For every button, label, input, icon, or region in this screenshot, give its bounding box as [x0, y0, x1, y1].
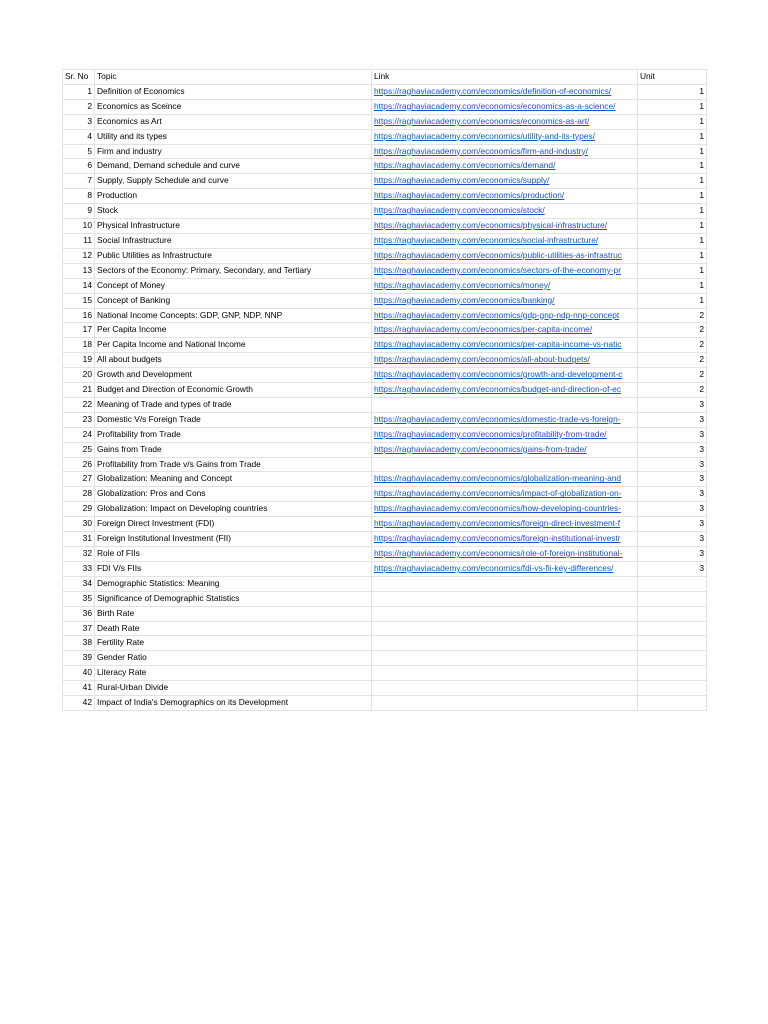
topic-cell: Globalization: Pros and Cons	[95, 487, 372, 502]
link-cell	[372, 502, 638, 517]
topic-cell: Gender Ratio	[95, 651, 372, 666]
topic-cell: Significance of Demographic Statistics	[95, 591, 372, 606]
table-row	[63, 263, 707, 278]
topic-cell: Impact of India's Demographics on its Development	[95, 696, 372, 711]
topic-cell: Stock	[95, 204, 372, 219]
topic-cell: Role of FIIs	[95, 547, 372, 562]
table-row	[63, 561, 707, 576]
topic-link[interactable]: https://raghaviacademy.com/economics/domestic-trade-vs-foreign-	[374, 413, 621, 424]
topic-cell: Budget and Direction of Economic Growth	[95, 383, 372, 398]
sr-no-cell: 31	[63, 532, 95, 547]
unit-cell: 1	[638, 129, 707, 144]
unit-cell: 3	[638, 502, 707, 517]
unit-cell: 2	[638, 368, 707, 383]
sr-no-cell: 39	[63, 651, 95, 666]
link-cell	[372, 114, 638, 129]
unit-cell: 3	[638, 472, 707, 487]
sr-no-cell: 12	[63, 248, 95, 263]
header-topic: Topic	[95, 70, 372, 85]
topic-link[interactable]: https://raghaviacademy.com/economics/utility-and-its-types/	[374, 130, 595, 141]
topic-link[interactable]: https://raghaviacademy.com/economics/profitability-from-trade/	[374, 428, 607, 439]
topic-cell: Globalization: Meaning and Concept	[95, 472, 372, 487]
topic-cell: Fertility Rate	[95, 636, 372, 651]
topic-cell: Concept of Banking	[95, 293, 372, 308]
table-row	[63, 129, 707, 144]
sr-no-cell: 10	[63, 219, 95, 234]
sr-no-cell: 36	[63, 606, 95, 621]
table-row	[63, 502, 707, 517]
topic-cell: Profitability from Trade v/s Gains from Trade	[95, 457, 372, 472]
sr-no-cell: 7	[63, 174, 95, 189]
table-row	[63, 591, 707, 606]
sr-no-cell: 40	[63, 666, 95, 681]
link-cell	[372, 621, 638, 636]
unit-cell: 1	[638, 219, 707, 234]
link-cell	[372, 532, 638, 547]
table-row	[63, 308, 707, 323]
unit-cell: 3	[638, 517, 707, 532]
table-row	[63, 189, 707, 204]
topic-link[interactable]: https://raghaviacademy.com/economics/fdi-vs-fii-key-differences/	[374, 562, 614, 573]
unit-cell: 3	[638, 532, 707, 547]
link-cell	[372, 457, 638, 472]
table-row	[63, 576, 707, 591]
unit-cell: 3	[638, 412, 707, 427]
topic-cell: Per Capita Income	[95, 323, 372, 338]
topic-link[interactable]: https://raghaviacademy.com/economics/economics-as-art/	[374, 115, 590, 126]
topic-link[interactable]: https://raghaviacademy.com/economics/public-utilities-as-infrastruc	[374, 249, 622, 260]
topic-link[interactable]: https://raghaviacademy.com/economics/physical-infrastructure/	[374, 220, 608, 231]
topic-link[interactable]: https://raghaviacademy.com/economics/supply/	[374, 175, 550, 186]
table-row	[63, 397, 707, 412]
link-cell	[372, 561, 638, 576]
unit-cell: 2	[638, 383, 707, 398]
unit-cell: 1	[638, 114, 707, 129]
unit-cell: 2	[638, 308, 707, 323]
unit-cell: 1	[638, 174, 707, 189]
sr-no-cell: 17	[63, 323, 95, 338]
topic-cell: Rural-Urban Divide	[95, 681, 372, 696]
topic-link[interactable]: https://raghaviacademy.com/economics/definition-of-economics/	[374, 85, 612, 96]
unit-cell: 1	[638, 263, 707, 278]
topic-cell: All about budgets	[95, 353, 372, 368]
unit-cell: 1	[638, 99, 707, 114]
unit-cell: 1	[638, 159, 707, 174]
link-cell	[372, 219, 638, 234]
link-cell	[372, 427, 638, 442]
unit-cell: 3	[638, 397, 707, 412]
unit-cell: 3	[638, 561, 707, 576]
table-row	[63, 517, 707, 532]
header-sr-no: Sr. No	[63, 70, 95, 85]
link-cell	[372, 412, 638, 427]
sr-no-cell: 26	[63, 457, 95, 472]
topic-cell: Social Infrastructure	[95, 233, 372, 248]
topic-link[interactable]: https://raghaviacademy.com/economics/role-of-foreign-institutional-	[374, 548, 623, 558]
link-cell	[372, 397, 638, 412]
table-row	[63, 427, 707, 442]
table-row	[63, 651, 707, 666]
link-cell	[372, 651, 638, 666]
link-cell	[372, 323, 638, 338]
table-row	[63, 472, 707, 487]
topic-link[interactable]: https://raghaviacademy.com/economics/per-capita-income-vs-natic	[374, 339, 622, 350]
link-cell	[372, 248, 638, 263]
table-row	[63, 323, 707, 338]
table-row	[63, 293, 707, 308]
link-cell	[372, 383, 638, 398]
unit-cell: 1	[638, 189, 707, 204]
topic-cell: Profitability from Trade	[95, 427, 372, 442]
header-unit: Unit	[638, 70, 707, 85]
table-row	[63, 636, 707, 651]
sr-no-cell: 16	[63, 308, 95, 323]
unit-cell	[638, 636, 707, 651]
table-row	[63, 204, 707, 219]
topic-cell: Literacy Rate	[95, 666, 372, 681]
topics-table	[62, 69, 707, 711]
table-row	[63, 84, 707, 99]
sr-no-cell: 25	[63, 442, 95, 457]
sr-no-cell: 11	[63, 233, 95, 248]
topic-link[interactable]: https://raghaviacademy.com/economics/how-developing-countries-	[374, 503, 622, 514]
unit-cell: 2	[638, 338, 707, 353]
link-cell	[372, 442, 638, 457]
sr-no-cell: 37	[63, 621, 95, 636]
topic-cell: Economics as Sceince	[95, 99, 372, 114]
topic-cell: Birth Rate	[95, 606, 372, 621]
topic-cell: Public Utilities as Infrastructure	[95, 248, 372, 263]
topic-link[interactable]: https://raghaviacademy.com/economics/foreign-institutional-investr	[374, 533, 621, 544]
unit-cell: 1	[638, 204, 707, 219]
unit-cell	[638, 696, 707, 711]
unit-cell	[638, 591, 707, 606]
link-cell	[372, 233, 638, 248]
link-cell	[372, 591, 638, 606]
link-cell	[372, 159, 638, 174]
sr-no-cell: 41	[63, 681, 95, 696]
link-cell	[372, 576, 638, 591]
table-row	[63, 681, 707, 696]
topic-link[interactable]: https://raghaviacademy.com/economics/banking/	[374, 294, 555, 305]
sr-no-cell: 33	[63, 561, 95, 576]
sr-no-cell: 4	[63, 129, 95, 144]
topic-cell: Demographic Statistics: Meaning	[95, 576, 372, 591]
table-row	[63, 219, 707, 234]
unit-cell: 3	[638, 547, 707, 562]
sr-no-cell: 19	[63, 353, 95, 368]
unit-cell: 3	[638, 427, 707, 442]
topic-cell: Domestic V/s Foreign Trade	[95, 412, 372, 427]
topic-cell: Foreign Direct Investment (FDI)	[95, 517, 372, 532]
unit-cell: 3	[638, 487, 707, 502]
link-cell	[372, 293, 638, 308]
topic-link[interactable]: https://raghaviacademy.com/economics/firm-and-industry/	[374, 145, 588, 156]
link-cell	[372, 204, 638, 219]
topic-link[interactable]: https://raghaviacademy.com/economics/budget-and-direction-of-ec	[374, 384, 622, 395]
link-cell	[372, 84, 638, 99]
table-row	[63, 144, 707, 159]
table-row	[63, 353, 707, 368]
sr-no-cell: 27	[63, 472, 95, 487]
topic-link[interactable]: https://raghaviacademy.com/economics/gains-from-trade/	[374, 443, 587, 454]
table-body	[63, 84, 707, 710]
sr-no-cell: 28	[63, 487, 95, 502]
unit-cell: 3	[638, 442, 707, 457]
sr-no-cell: 35	[63, 591, 95, 606]
sr-no-cell: 1	[63, 84, 95, 99]
table-row	[63, 174, 707, 189]
link-cell	[372, 189, 638, 204]
topic-cell: Globalization: Impact on Developing countries	[95, 502, 372, 517]
link-cell	[372, 353, 638, 368]
unit-cell	[638, 651, 707, 666]
link-cell	[372, 129, 638, 144]
table-row	[63, 159, 707, 174]
topic-link[interactable]: https://raghaviacademy.com/economics/growth-and-development-c	[374, 369, 623, 380]
sr-no-cell: 13	[63, 263, 95, 278]
link-cell	[372, 99, 638, 114]
topic-link[interactable]: https://raghaviacademy.com/economics/economics-as-a-science/	[374, 100, 616, 111]
table-row	[63, 442, 707, 457]
topic-cell: Meaning of Trade and types of trade	[95, 397, 372, 412]
sr-no-cell: 2	[63, 99, 95, 114]
table-row	[63, 99, 707, 114]
topic-link[interactable]: https://raghaviacademy.com/economics/production/	[374, 190, 565, 201]
link-cell	[372, 517, 638, 532]
unit-cell: 1	[638, 278, 707, 293]
link-cell	[372, 666, 638, 681]
unit-cell: 1	[638, 144, 707, 159]
table-row	[63, 114, 707, 129]
topic-cell: National Income Concepts: GDP, GNP, NDP, NNP	[95, 308, 372, 323]
topic-cell: Foreign Institutional Investment (FII)	[95, 532, 372, 547]
topic-cell: Firm and industry	[95, 144, 372, 159]
table-row	[63, 621, 707, 636]
link-cell	[372, 308, 638, 323]
unit-cell: 1	[638, 248, 707, 263]
topic-cell: Physical Infrastructure	[95, 219, 372, 234]
unit-cell	[638, 576, 707, 591]
topic-cell: Gains from Trade	[95, 442, 372, 457]
topic-link[interactable]: https://raghaviacademy.com/economics/social-infrastructure/	[374, 234, 599, 245]
link-cell	[372, 338, 638, 353]
sr-no-cell: 21	[63, 383, 95, 398]
topic-cell: Supply, Supply Schedule and curve	[95, 174, 372, 189]
table-row	[63, 338, 707, 353]
topic-link[interactable]: https://raghaviacademy.com/economics/demand/	[374, 160, 556, 171]
table-row	[63, 606, 707, 621]
table-row	[63, 547, 707, 562]
topic-cell: Sectors of the Economy: Primary, Secondary, and Tertiary	[95, 263, 372, 278]
link-cell	[372, 174, 638, 189]
topic-link[interactable]: https://raghaviacademy.com/economics/stock/	[374, 205, 545, 216]
table-row	[63, 412, 707, 427]
topic-link[interactable]: https://raghaviacademy.com/economics/globalization-meaning-and	[374, 473, 622, 484]
sr-no-cell: 14	[63, 278, 95, 293]
table-row	[63, 666, 707, 681]
unit-cell: 1	[638, 84, 707, 99]
sr-no-cell: 8	[63, 189, 95, 204]
link-cell	[372, 278, 638, 293]
unit-cell	[638, 666, 707, 681]
topic-cell: Per Capita Income and National Income	[95, 338, 372, 353]
table-row	[63, 457, 707, 472]
sr-no-cell: 29	[63, 502, 95, 517]
sr-no-cell: 38	[63, 636, 95, 651]
topic-link[interactable]: https://raghaviacademy.com/economics/money/	[374, 279, 551, 290]
link-cell	[372, 696, 638, 711]
topic-cell: Death Rate	[95, 621, 372, 636]
sr-no-cell: 34	[63, 576, 95, 591]
sr-no-cell: 20	[63, 368, 95, 383]
table-row	[63, 532, 707, 547]
sr-no-cell: 3	[63, 114, 95, 129]
link-cell	[372, 636, 638, 651]
table-row	[63, 487, 707, 502]
topic-cell: Demand, Demand schedule and curve	[95, 159, 372, 174]
topic-cell: Production	[95, 189, 372, 204]
topic-cell: Growth and Development	[95, 368, 372, 383]
topic-link[interactable]: https://raghaviacademy.com/economics/per-capita-income/	[374, 324, 593, 335]
link-cell	[372, 547, 638, 562]
sr-no-cell: 32	[63, 547, 95, 562]
header-link: Link	[372, 70, 638, 85]
topic-cell: FDI V/s FIIs	[95, 561, 372, 576]
sr-no-cell: 42	[63, 696, 95, 711]
link-cell	[372, 144, 638, 159]
unit-cell	[638, 606, 707, 621]
link-cell	[372, 368, 638, 383]
sr-no-cell: 5	[63, 144, 95, 159]
sr-no-cell: 22	[63, 397, 95, 412]
topic-link[interactable]: https://raghaviacademy.com/economics/impact-of-globalization-on-	[374, 488, 622, 499]
topic-cell: Concept of Money	[95, 278, 372, 293]
sr-no-cell: 15	[63, 293, 95, 308]
topic-cell: Definition of Economics	[95, 84, 372, 99]
topic-cell: Economics as Art	[95, 114, 372, 129]
sr-no-cell: 24	[63, 427, 95, 442]
topic-cell: Utility and its types	[95, 129, 372, 144]
sr-no-cell: 18	[63, 338, 95, 353]
table-row	[63, 383, 707, 398]
unit-cell: 2	[638, 353, 707, 368]
topic-link[interactable]: https://raghaviacademy.com/economics/foreign-direct-investment-f	[374, 518, 621, 529]
table-row	[63, 368, 707, 383]
sr-no-cell: 23	[63, 412, 95, 427]
topic-link[interactable]: https://raghaviacademy.com/economics/all-about-budgets/	[374, 354, 590, 365]
topic-link[interactable]: https://raghaviacademy.com/economics/sectors-of-the-economy-pr	[374, 264, 622, 275]
link-cell	[372, 606, 638, 621]
table-row	[63, 696, 707, 711]
sr-no-cell: 30	[63, 517, 95, 532]
topic-link[interactable]: https://raghaviacademy.com/economics/gdp-gnp-ndp-nnp-concept	[374, 309, 620, 320]
sr-no-cell: 9	[63, 204, 95, 219]
unit-cell	[638, 621, 707, 636]
table-row	[63, 248, 707, 263]
unit-cell: 1	[638, 293, 707, 308]
link-cell	[372, 263, 638, 278]
link-cell	[372, 681, 638, 696]
link-cell	[372, 472, 638, 487]
unit-cell: 2	[638, 323, 707, 338]
unit-cell: 3	[638, 457, 707, 472]
link-cell	[372, 487, 638, 502]
unit-cell	[638, 681, 707, 696]
sr-no-cell: 6	[63, 159, 95, 174]
header-row	[63, 70, 707, 85]
table-row	[63, 278, 707, 293]
table-row	[63, 233, 707, 248]
unit-cell: 1	[638, 233, 707, 248]
